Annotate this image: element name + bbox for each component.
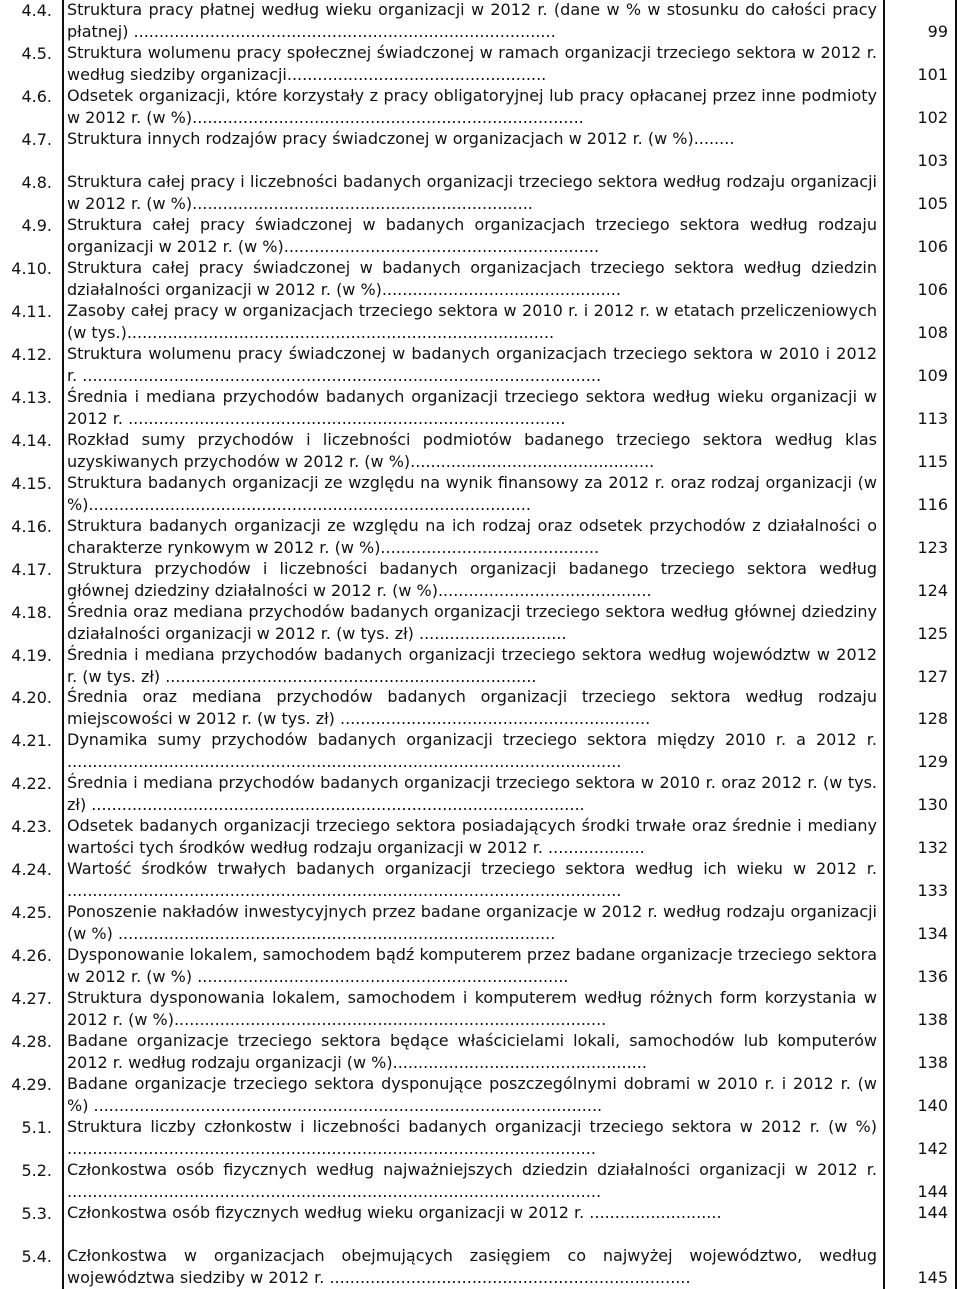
entry-number: 4.27. [11, 989, 52, 1009]
toc-entry[interactable] [0, 1202, 960, 1246]
entry-page-number: 145 [917, 1268, 948, 1288]
entry-number: 4.11. [11, 301, 52, 321]
entry-title: Odsetek badanych organizacji trzeciego sektora posiadających środki trwałe oraz średnie i mediany wartości tych środków według rodzaju organizacji w 2012 r. ................... [67, 816, 877, 858]
toc-entry[interactable] [0, 601, 960, 645]
entry-number: 4.7. [21, 129, 52, 149]
entry-title: Średnia oraz mediana przychodów badanych organizacji trzeciego sektora według głównej dziedziny działalności organizacji w 2012 r. (w tys. zł) ............................. [67, 601, 877, 643]
entry-title: Członkostwa osób fizycznych według najważniejszych dziedzin działalności organizacji w 2012 r. ......................................................................................................... [67, 1160, 877, 1202]
entry-page-number: 103 [917, 150, 948, 170]
toc-entry[interactable] [0, 644, 960, 688]
entry-title: Struktura całej pracy i liczebności badanych organizacji trzeciego sektora według rodzaju organizacji w 2012 r. (w %)................................................................... [67, 171, 877, 213]
entry-number: 4.6. [21, 86, 52, 106]
toc-entry[interactable] [0, 1073, 960, 1117]
entry-page-number: 144 [917, 1182, 948, 1202]
entry-title: Struktura wolumenu pracy społecznej świadczonej w ramach organizacji trzeciego sektora w 2012 r. według siedziby organizacji................................................... [67, 42, 877, 84]
toc-entry[interactable] [0, 257, 960, 301]
toc-entry[interactable] [0, 815, 960, 859]
entry-number: 4.28. [11, 1032, 52, 1052]
toc-entry[interactable] [0, 472, 960, 516]
entry-title: Zasoby całej pracy w organizacjach trzeciego sektora w 2010 r. i 2012 r. w etatach przeliczeniowych (w tys.).................................................................................... [67, 300, 877, 342]
entry-page-number: 108 [917, 322, 948, 342]
entry-title: Dysponowanie lokalem, samochodem bądź komputerem przez badane organizacje trzeciego sektora w 2012 r. (w %) ......................................................................... [67, 945, 877, 987]
entry-title: Wartość środków trwałych badanych organizacji trzeciego sektora według ich wieku w 2012 r. ............................................................................................................. [67, 859, 877, 901]
entry-number: 4.8. [21, 172, 52, 192]
entry-page-number: 113 [917, 408, 948, 428]
toc-entry[interactable] [0, 343, 960, 387]
toc-entry[interactable] [0, 171, 960, 215]
entry-page-number: 123 [917, 537, 948, 557]
toc-entry[interactable] [0, 729, 960, 773]
entry-page-number: 132 [917, 838, 948, 858]
entry-number: 4.18. [11, 602, 52, 622]
toc-entry[interactable] [0, 300, 960, 344]
entry-title: Średnia oraz mediana przychodów badanych organizacji trzeciego sektora według rodzaju miejscowości w 2012 r. (w tys. zł) ............................................................. [67, 687, 877, 729]
entry-number: 4.12. [11, 344, 52, 364]
toc-entry[interactable] [0, 1116, 960, 1160]
entry-number: 4.16. [11, 516, 52, 536]
entry-title: Struktura przychodów i liczebności badanych organizacji badanego trzeciego sektora według głównej dziedziny działalności w 2012 r. (w %).......................................... [67, 558, 877, 600]
entry-number: 5.1. [21, 1118, 52, 1138]
entry-title: Struktura całej pracy świadczonej w badanych organizacjach trzeciego sektora według rodzaju organizacji w 2012 r. (w %).............................................................. [67, 214, 877, 256]
entry-title: Struktura badanych organizacji ze względu na ich rodzaj oraz odsetek przychodów z działalności o charakterze rynkowym w 2012 r. (w %)........................................... [67, 515, 877, 557]
toc-entry[interactable] [0, 429, 960, 473]
toc-entry[interactable] [0, 858, 960, 902]
entry-title: Struktura liczby członkostw i liczebności badanych organizacji trzeciego sektora w 2012 r. (w %) ........................................................................................................ [67, 1117, 877, 1159]
entry-page-number: 115 [917, 451, 948, 471]
entry-page-number: 116 [917, 494, 948, 514]
entry-title: Dynamika sumy przychodów badanych organizacji trzeciego sektora między 2010 r. a 2012 r. ............................................................................................................. [67, 730, 877, 772]
entry-title: Struktura dysponowania lokalem, samochodem i komputerem według różnych form korzystania w 2012 r. (w %)..................................................................................... [67, 988, 877, 1030]
entry-number: 4.13. [11, 387, 52, 407]
toc-entry[interactable] [0, 515, 960, 559]
entry-page-number: 106 [917, 279, 948, 299]
entry-page-number: 136 [917, 967, 948, 987]
entry-title: Badane organizacje trzeciego sektora będące właścicielami lokali, samochodów lub komputerów 2012 r. według rodzaju organizacji (w %).................................................. [67, 1031, 877, 1073]
entry-title: Struktura całej pracy świadczonej w badanych organizacjach trzeciego sektora według dziedzin działalności organizacji w 2012 r. (w %)............................................... [67, 257, 877, 299]
toc-entry[interactable] [0, 85, 960, 129]
entry-number: 4.21. [11, 731, 52, 751]
toc-entry[interactable] [0, 686, 960, 730]
toc-entry[interactable] [0, 1030, 960, 1074]
toc-entry[interactable] [0, 772, 960, 816]
toc-entry[interactable] [0, 214, 960, 258]
entry-number: 4.25. [11, 903, 52, 923]
entry-page-number: 134 [917, 924, 948, 944]
toc-entry[interactable] [0, 901, 960, 945]
toc-entry[interactable] [0, 944, 960, 988]
entry-number: 4.26. [11, 946, 52, 966]
entry-number: 4.17. [11, 559, 52, 579]
entry-page-number: 144 [917, 1203, 948, 1223]
entry-title: Średnia i mediana przychodów badanych organizacji trzeciego sektora w 2010 r. oraz 2012 r. (w tys. zł) ................................................................................................. [67, 773, 877, 815]
entry-number: 4.23. [11, 817, 52, 837]
toc-entry[interactable] [0, 558, 960, 602]
entry-title: Ponoszenie nakładów inwestycyjnych przez badane organizacje w 2012 r. według rodzaju organizacji (w %) ...................................................................................... [67, 902, 877, 944]
entry-page-number: 138 [917, 1010, 948, 1030]
toc-entry[interactable] [0, 1159, 960, 1203]
entry-number: 4.10. [11, 258, 52, 278]
entry-number: 4.29. [11, 1075, 52, 1095]
entry-page-number: 140 [917, 1096, 948, 1116]
entry-page-number: 130 [917, 795, 948, 815]
entry-title: Rozkład sumy przychodów i liczebności podmiotów badanego trzeciego sektora według klas uzyskiwanych przychodów w 2012 r. (w %)................................................ [67, 429, 877, 471]
toc-entry[interactable] [0, 386, 960, 430]
entry-page-number: 124 [917, 580, 948, 600]
entry-page-number: 106 [917, 236, 948, 256]
entry-title: Średnia i mediana przychodów badanych organizacji trzeciego sektora według wieku organizacji w 2012 r. ...................................................................................... [67, 386, 877, 428]
entry-title: Struktura wolumenu pracy świadczonej w badanych organizacjach trzeciego sektora w 2010 i 2012 r. ...................................................................................................... [67, 343, 877, 385]
entry-title: Struktura innych rodzajów pracy świadczonej w organizacjach w 2012 r. (w %)........ [67, 128, 735, 148]
entry-number: 4.22. [11, 774, 52, 794]
entry-page-number: 138 [917, 1053, 948, 1073]
entry-number: 4.20. [11, 688, 52, 708]
entry-page-number: 125 [917, 623, 948, 643]
entry-number: 4.19. [11, 645, 52, 665]
entry-page-number: 109 [917, 365, 948, 385]
entry-title: Odsetek organizacji, które korzystały z pracy obligatoryjnej lub pracy opłacanej przez inne podmioty w 2012 r. (w %)............................................................................. [67, 85, 877, 127]
entry-number: 4.15. [11, 473, 52, 493]
toc-entry[interactable] [0, 1245, 960, 1289]
entry-page-number: 99 [927, 22, 948, 41]
toc-entry[interactable] [0, 128, 960, 172]
entry-page-number: 129 [917, 752, 948, 772]
entry-number: 4.4. [21, 1, 52, 20]
entry-title: Struktura pracy płatnej według wieku organizacji w 2012 r. (dane w % w stosunku do całości pracy płatnej) ................................................................................... [67, 0, 877, 41]
entry-page-number: 142 [917, 1139, 948, 1159]
toc-entry[interactable] [0, 0, 960, 43]
entry-number: 5.3. [21, 1204, 52, 1224]
entry-number: 4.5. [21, 43, 52, 63]
entry-title: Struktura badanych organizacji ze względu na wynik finansowy za 2012 r. oraz rodzaj organizacji (w %)....................................................................................... [67, 472, 877, 514]
entry-page-number: 105 [917, 193, 948, 213]
entry-page-number: 133 [917, 881, 948, 901]
entry-number: 4.24. [11, 860, 52, 880]
entry-page-number: 102 [917, 107, 948, 127]
entry-number: 4.9. [21, 215, 52, 235]
entry-title: Badane organizacje trzeciego sektora dysponujące poszczególnymi dobrami w 2010 r. i 2012 r. (w %) .................................................................................................... [67, 1074, 877, 1116]
toc-entry[interactable] [0, 42, 960, 86]
entry-number: 4.14. [11, 430, 52, 450]
toc-entry[interactable] [0, 987, 960, 1031]
entry-title: Członkostwa osób fizycznych według wieku organizacji w 2012 r. .......................... [67, 1203, 722, 1223]
entry-number: 5.4. [21, 1247, 52, 1267]
entry-title: Średnia i mediana przychodów badanych organizacji trzeciego sektora według województw w 2012 r. (w tys. zł) ......................................................................... [67, 644, 877, 686]
entry-title: Członkostwa w organizacjach obejmujących zasięgiem co najwyżej województwo, według województwa siedziby w 2012 r. ....................................................................... [67, 1246, 877, 1288]
entry-page-number: 128 [917, 709, 948, 729]
entry-number: 5.2. [21, 1161, 52, 1181]
entry-page-number: 127 [917, 666, 948, 686]
entry-page-number: 101 [917, 64, 948, 84]
